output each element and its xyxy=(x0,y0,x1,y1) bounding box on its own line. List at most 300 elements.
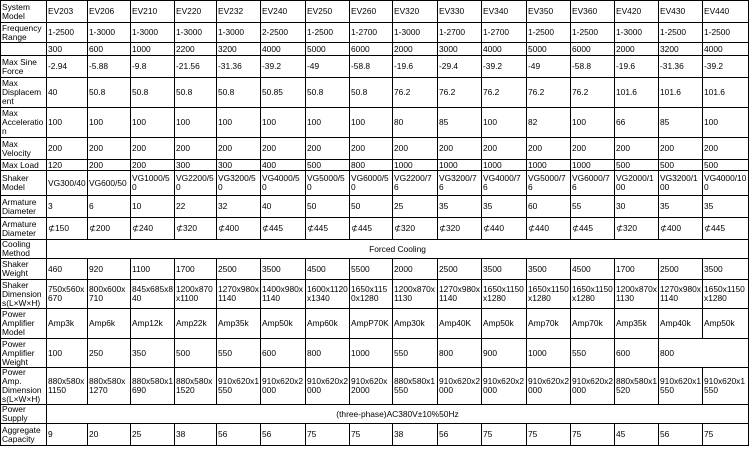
table-cell: 300 xyxy=(175,160,217,171)
table-cell: 10 xyxy=(131,196,175,218)
table-cell: VG3200/100 xyxy=(659,171,703,196)
table-cell: VG6000/50 xyxy=(350,171,393,196)
table-cell: 500 xyxy=(615,160,659,171)
table-cell: Amp70k xyxy=(527,309,571,339)
table-cell: VG3200/76 xyxy=(438,171,482,196)
table-cell: -31.36 xyxy=(659,56,703,78)
table-row xyxy=(1,309,749,339)
table-cell: 600 xyxy=(88,43,131,56)
table-cell: 5000 xyxy=(527,43,571,56)
row-label: Max Sine Force xyxy=(1,56,47,78)
table-cell: 750x560x670 xyxy=(47,280,88,309)
row-label: Power Amplifier Weight xyxy=(1,339,47,368)
table-cell: 82 xyxy=(527,108,571,138)
table-cell: 30 xyxy=(615,196,659,218)
table-cell: 800 xyxy=(350,160,393,171)
table-row xyxy=(1,424,749,446)
table-cell: Amp50k xyxy=(703,309,749,339)
table-row xyxy=(1,405,749,424)
table-cell: 66 xyxy=(615,108,659,138)
table-cell: 4000 xyxy=(261,43,306,56)
table-cell: Amp50k xyxy=(261,309,306,339)
table-cell: Amp40K xyxy=(438,309,482,339)
row-label: Shaker Model xyxy=(1,171,47,196)
table-row xyxy=(1,138,749,160)
table-cell: 1400x980x1140 xyxy=(261,280,306,309)
table-cell: 3500 xyxy=(482,259,527,280)
table-cell: -9.8 xyxy=(131,56,175,78)
table-cell: 880x580x1550 xyxy=(393,368,438,405)
table-cell: 1200x870x1130 xyxy=(393,280,438,309)
merged-value: Forced Cooling xyxy=(47,240,749,259)
table-cell: 100 xyxy=(47,339,88,368)
header-model: EV220 xyxy=(175,1,217,23)
table-cell: 910x620x2000 xyxy=(350,368,393,405)
table-cell: 1-2500 xyxy=(659,23,703,43)
row-label: Armature Diameter xyxy=(1,218,47,240)
table-cell: 910x620x2000 xyxy=(306,368,350,405)
table-cell: ⊄320 xyxy=(393,218,438,240)
table-cell: 75 xyxy=(482,424,527,446)
row-label: Armature Diameter xyxy=(1,196,47,218)
table-cell: 76.2 xyxy=(438,78,482,108)
table-row xyxy=(1,160,749,171)
table-cell: 880x580x1150 xyxy=(47,368,88,405)
table-cell: Amp35k xyxy=(217,309,261,339)
table-cell: 1000 xyxy=(393,160,438,171)
table-cell: 50.8 xyxy=(306,78,350,108)
table-cell: ⊄320 xyxy=(438,218,482,240)
table-cell: 76.2 xyxy=(393,78,438,108)
merged-value: (three-phase)AC380V±10%50Hz xyxy=(47,405,749,424)
table-cell: 4000 xyxy=(482,43,527,56)
table-cell: ⊄320 xyxy=(615,218,659,240)
table-cell: 200 xyxy=(438,138,482,160)
table-cell: 200 xyxy=(88,160,131,171)
table-cell: 120 xyxy=(47,160,88,171)
table-cell: 45 xyxy=(615,424,659,446)
table-cell: -39.2 xyxy=(261,56,306,78)
table-cell: 200 xyxy=(47,138,88,160)
table-cell: 1000 xyxy=(527,339,571,368)
table-cell: 1650x1150x1280 xyxy=(527,280,571,309)
table-cell: 1-2700 xyxy=(482,23,527,43)
header-label: System Model xyxy=(1,1,47,23)
table-cell: 50 xyxy=(350,196,393,218)
table-cell: 250 xyxy=(88,339,131,368)
table-cell: 100 xyxy=(217,108,261,138)
table-cell: VG6000/76 xyxy=(571,171,615,196)
table-cell: 1-3000 xyxy=(88,23,131,43)
table-cell: Amp22k xyxy=(175,309,217,339)
table-cell: ⊄150 xyxy=(47,218,88,240)
table-cell: 25 xyxy=(131,424,175,446)
table-cell: 4000 xyxy=(703,43,749,56)
table-cell: 100 xyxy=(261,108,306,138)
table-cell: Amp60k xyxy=(306,309,350,339)
table-cell: 920 xyxy=(88,259,131,280)
table-cell: VG2200/50 xyxy=(175,171,217,196)
table-cell: 3500 xyxy=(261,259,306,280)
table-cell: 1270x980x1140 xyxy=(438,280,482,309)
table-cell: 910x620x1550 xyxy=(703,368,749,405)
table-cell: 2200 xyxy=(175,43,217,56)
table-cell: -31.36 xyxy=(217,56,261,78)
table-cell: Amp70k xyxy=(571,309,615,339)
row-label: Power Amplifier Model xyxy=(1,309,47,339)
table-cell: 32 xyxy=(217,196,261,218)
table-cell: 1000 xyxy=(571,160,615,171)
table-cell: 550 xyxy=(393,339,438,368)
table-cell: 35 xyxy=(438,196,482,218)
table-cell: 1-3000 xyxy=(217,23,261,43)
table-cell: 910x620x2000 xyxy=(438,368,482,405)
table-cell: 100 xyxy=(88,108,131,138)
table-cell: 550 xyxy=(571,339,615,368)
table-cell: 2500 xyxy=(438,259,482,280)
table-cell: 200 xyxy=(482,138,527,160)
table-cell: 1-2500 xyxy=(527,23,571,43)
table-cell: Amp6k xyxy=(88,309,131,339)
table-cell: 200 xyxy=(131,138,175,160)
table-cell: ⊄445 xyxy=(350,218,393,240)
table-cell: -39.2 xyxy=(482,56,527,78)
table-row xyxy=(1,339,749,368)
table-cell: ⊄240 xyxy=(131,218,175,240)
table-cell: ⊄445 xyxy=(703,218,749,240)
header-model: EV206 xyxy=(88,1,131,23)
table-cell: ⊄440 xyxy=(482,218,527,240)
table-cell: 880x580x1520 xyxy=(175,368,217,405)
header-model: EV240 xyxy=(261,1,306,23)
table-cell: 85 xyxy=(438,108,482,138)
table-cell: 200 xyxy=(571,138,615,160)
table-cell: 1-2500 xyxy=(306,23,350,43)
table-cell: 3200 xyxy=(217,43,261,56)
table-cell: VG3200/50 xyxy=(217,171,261,196)
table-row xyxy=(1,368,749,405)
table-cell: 22 xyxy=(175,196,217,218)
table-cell: 5000 xyxy=(306,43,350,56)
table-cell: 3500 xyxy=(527,259,571,280)
table-cell: 2000 xyxy=(393,259,438,280)
table-cell: 600 xyxy=(261,339,306,368)
table-cell: 500 xyxy=(703,160,749,171)
header-model: EV232 xyxy=(217,1,261,23)
table-cell: 101.6 xyxy=(659,78,703,108)
table-cell: 500 xyxy=(306,160,350,171)
table-cell: 3 xyxy=(47,196,88,218)
table-cell: 75 xyxy=(306,424,350,446)
table-cell: 50.8 xyxy=(175,78,217,108)
table-cell: 100 xyxy=(482,108,527,138)
table-cell: 50.8 xyxy=(217,78,261,108)
table-cell: 910x620x2000 xyxy=(527,368,571,405)
table-cell: 50.8 xyxy=(88,78,131,108)
row-label: Aggregate Capacity xyxy=(1,424,47,446)
table-cell: 200 xyxy=(393,138,438,160)
table-cell: -49 xyxy=(306,56,350,78)
table-cell: Amp12k xyxy=(131,309,175,339)
table-cell: 35 xyxy=(482,196,527,218)
header-model: EV340 xyxy=(482,1,527,23)
table-cell: 1000 xyxy=(527,160,571,171)
table-cell: 1600x1120x1340 xyxy=(306,280,350,309)
table-cell: 1000 xyxy=(131,43,175,56)
table-cell: 76.2 xyxy=(482,78,527,108)
table-cell: 460 xyxy=(47,259,88,280)
table-row xyxy=(1,78,749,108)
table-cell: VG2200/76 xyxy=(393,171,438,196)
table-cell: 550 xyxy=(217,339,261,368)
table-cell: ⊄445 xyxy=(306,218,350,240)
table-cell: ⊄400 xyxy=(217,218,261,240)
table-cell: ⊄320 xyxy=(175,218,217,240)
table-cell: 300 xyxy=(217,160,261,171)
table-cell: VG4000/100 xyxy=(703,171,749,196)
table-row xyxy=(1,218,749,240)
table-row xyxy=(1,240,749,259)
table-cell: 56 xyxy=(659,424,703,446)
table-cell: AmpP70K xyxy=(350,309,393,339)
table-cell: 100 xyxy=(306,108,350,138)
table-cell: 2500 xyxy=(217,259,261,280)
table-cell: 4500 xyxy=(571,259,615,280)
table-cell: 600 xyxy=(615,339,659,368)
table-cell: 880x580x1520 xyxy=(615,368,659,405)
table-cell: 40 xyxy=(47,78,88,108)
table-cell: 910x620x1550 xyxy=(659,368,703,405)
table-cell: 100 xyxy=(703,108,749,138)
table-cell: 101.6 xyxy=(703,78,749,108)
table-cell: 880x580x1690 xyxy=(131,368,175,405)
header-model: EV330 xyxy=(438,1,482,23)
table-cell: 1-2500 xyxy=(571,23,615,43)
table-cell: 100 xyxy=(571,108,615,138)
table-cell: 1-2700 xyxy=(350,23,393,43)
table-cell: VG4000/76 xyxy=(482,171,527,196)
table-cell: 1650x1150x1280 xyxy=(350,280,393,309)
table-cell: 800 xyxy=(438,339,482,368)
table-cell: 1-3000 xyxy=(393,23,438,43)
table-row xyxy=(1,23,749,43)
row-label: Power Amp. Dimension s(L×W×H) xyxy=(1,368,47,405)
table-cell: 4500 xyxy=(306,259,350,280)
table-cell: 1000 xyxy=(350,339,393,368)
table-cell: Amp30k xyxy=(393,309,438,339)
table-cell: -19.6 xyxy=(393,56,438,78)
table-cell: 56 xyxy=(217,424,261,446)
table-cell: 6000 xyxy=(571,43,615,56)
header-model: EV350 xyxy=(527,1,571,23)
table-cell: 3000 xyxy=(438,43,482,56)
table-cell: 800 xyxy=(659,339,749,368)
table-cell: 50.8 xyxy=(131,78,175,108)
table-cell: VG4000/50 xyxy=(261,171,306,196)
table-cell: 38 xyxy=(393,424,438,446)
table-cell: 40 xyxy=(261,196,306,218)
table-cell: 845x685x840 xyxy=(131,280,175,309)
table-cell: 1-2700 xyxy=(438,23,482,43)
table-cell: 1-2500 xyxy=(703,23,749,43)
table-cell: -2.94 xyxy=(47,56,88,78)
table-cell: 25 xyxy=(393,196,438,218)
table-cell: 55 xyxy=(571,196,615,218)
table-cell: 1650x1150x1280 xyxy=(571,280,615,309)
table-cell: ⊄200 xyxy=(88,218,131,240)
header-model: EV430 xyxy=(659,1,703,23)
table-cell: 50.85 xyxy=(261,78,306,108)
row-label: Shaker Dimensions(L×W×H) xyxy=(1,280,47,309)
table-cell: 1-2500 xyxy=(47,23,88,43)
header-row xyxy=(1,1,749,23)
table-cell: 1700 xyxy=(175,259,217,280)
table-cell: 75 xyxy=(571,424,615,446)
table-cell: 200 xyxy=(306,138,350,160)
row-label: Max Load xyxy=(1,160,47,171)
table-cell: 910x620x2000 xyxy=(261,368,306,405)
table-cell: Amp50k xyxy=(482,309,527,339)
table-cell: 200 xyxy=(88,138,131,160)
table-row xyxy=(1,108,749,138)
table-cell: 350 xyxy=(131,339,175,368)
table-cell: 1650x1150x1280 xyxy=(482,280,527,309)
table-cell: 1000 xyxy=(438,160,482,171)
table-cell: 60 xyxy=(527,196,571,218)
table-cell: 6000 xyxy=(350,43,393,56)
table-cell: 2500 xyxy=(659,259,703,280)
table-cell: VG5000/50 xyxy=(306,171,350,196)
table-cell: 500 xyxy=(175,339,217,368)
table-cell: 1-3000 xyxy=(131,23,175,43)
header-model: EV420 xyxy=(615,1,659,23)
table-cell: -58.8 xyxy=(350,56,393,78)
table-cell: 9 xyxy=(47,424,88,446)
table-cell: 75 xyxy=(703,424,749,446)
row-label: Cooling Method xyxy=(1,240,47,259)
header-model: EV320 xyxy=(393,1,438,23)
table-cell: -21.56 xyxy=(175,56,217,78)
table-row xyxy=(1,259,749,280)
table-cell: ⊄440 xyxy=(527,218,571,240)
table-cell: 800x600x710 xyxy=(88,280,131,309)
table-row xyxy=(1,43,749,56)
table-cell: 400 xyxy=(261,160,306,171)
table-cell: Amp40k xyxy=(659,309,703,339)
table-cell: VG300/40 xyxy=(47,171,88,196)
table-cell: 1100 xyxy=(131,259,175,280)
table-cell: 500 xyxy=(659,160,703,171)
table-cell: 900 xyxy=(482,339,527,368)
table-cell: 56 xyxy=(261,424,306,446)
table-cell: 200 xyxy=(261,138,306,160)
table-cell: -58.8 xyxy=(571,56,615,78)
header-model: EV440 xyxy=(703,1,749,23)
table-cell: 1200x870x1100 xyxy=(175,280,217,309)
table-cell: 50 xyxy=(306,196,350,218)
table-cell: 2-2500 xyxy=(261,23,306,43)
table-cell: 1650x1150x1280 xyxy=(703,280,749,309)
table-cell: 1-3000 xyxy=(175,23,217,43)
table-cell: 2000 xyxy=(615,43,659,56)
table-cell: 880x580x1270 xyxy=(88,368,131,405)
table-cell: -49 xyxy=(527,56,571,78)
table-cell: 75 xyxy=(527,424,571,446)
table-cell: 200 xyxy=(175,138,217,160)
table-cell: 2000 xyxy=(393,43,438,56)
table-row xyxy=(1,196,749,218)
header-model: EV260 xyxy=(350,1,393,23)
table-cell: VG600/50 xyxy=(88,171,131,196)
table-cell: 1-3000 xyxy=(615,23,659,43)
table-cell: 76.2 xyxy=(571,78,615,108)
table-cell: -19.6 xyxy=(615,56,659,78)
table-cell: 101.6 xyxy=(615,78,659,108)
header-model: EV210 xyxy=(131,1,175,23)
table-cell: 100 xyxy=(131,108,175,138)
header-model: EV360 xyxy=(571,1,615,23)
table-cell: 200 xyxy=(350,138,393,160)
table-cell: 1270x980x1140 xyxy=(659,280,703,309)
table-cell: 20 xyxy=(88,424,131,446)
table-cell: 76.2 xyxy=(527,78,571,108)
table-cell: VG1000/50 xyxy=(131,171,175,196)
table-cell: 35 xyxy=(659,196,703,218)
table-cell: 100 xyxy=(350,108,393,138)
table-cell: 100 xyxy=(47,108,88,138)
table-cell: -39.2 xyxy=(703,56,749,78)
row-label: Power Supply xyxy=(1,405,47,424)
table-cell: 200 xyxy=(527,138,571,160)
table-cell: Amp3k xyxy=(47,309,88,339)
table-cell: 1200x870x1130 xyxy=(615,280,659,309)
row-label: Max Velocity xyxy=(1,138,47,160)
table-cell: 56 xyxy=(438,424,482,446)
table-cell: 200 xyxy=(217,138,261,160)
row-label: Shaker Weight xyxy=(1,259,47,280)
table-cell: 3200 xyxy=(659,43,703,56)
table-cell: 3500 xyxy=(703,259,749,280)
table-cell: ⊄445 xyxy=(571,218,615,240)
table-cell: 38 xyxy=(175,424,217,446)
table-cell: 50.8 xyxy=(350,78,393,108)
row-label: Frequency Range xyxy=(1,23,47,43)
table-cell: 300 xyxy=(47,43,88,56)
table-cell: 200 xyxy=(703,138,749,160)
table-cell: 35 xyxy=(703,196,749,218)
table-cell: 910x620x2000 xyxy=(482,368,527,405)
row-label xyxy=(1,43,47,56)
table-row xyxy=(1,56,749,78)
table-cell: 1270x980x1140 xyxy=(217,280,261,309)
header-model: EV250 xyxy=(306,1,350,23)
table-cell: 75 xyxy=(350,424,393,446)
row-label: Max Acceleration xyxy=(1,108,47,138)
row-label: Max Displacement xyxy=(1,78,47,108)
table-cell: 910x620x1550 xyxy=(217,368,261,405)
table-cell: 6 xyxy=(88,196,131,218)
table-row xyxy=(1,171,749,196)
table-cell: 200 xyxy=(659,138,703,160)
table-cell: 200 xyxy=(131,160,175,171)
table-cell: 80 xyxy=(393,108,438,138)
table-cell: ⊄400 xyxy=(659,218,703,240)
table-cell: 200 xyxy=(615,138,659,160)
table-cell: Amp35k xyxy=(615,309,659,339)
table-cell: 910x620x2000 xyxy=(571,368,615,405)
table-cell: 1000 xyxy=(482,160,527,171)
table-cell: -5.88 xyxy=(88,56,131,78)
